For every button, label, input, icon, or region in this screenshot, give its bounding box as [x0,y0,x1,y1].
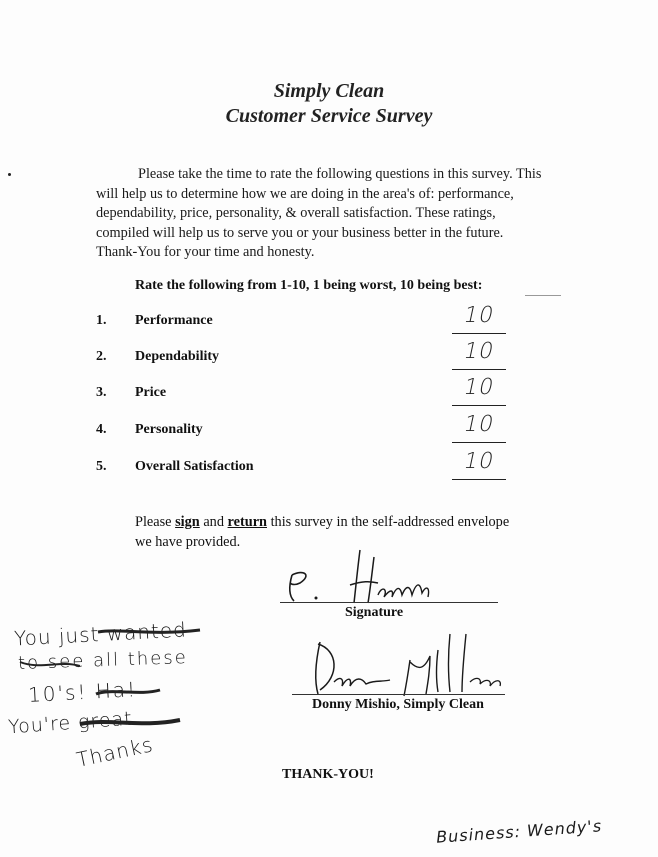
return-emphasis: return [227,514,267,530]
return-text-rest: this survey in the self-addressed envelope [267,514,510,530]
handwritten-note-line-4: You're great [7,707,134,739]
company-name: Simply Clean [273,80,385,102]
signature-label: Signature [345,605,404,620]
score-line [452,369,506,370]
question-number: 3. [96,385,107,400]
intro-line-2: will help us to determine how we are doing in the area's of: performance, [96,185,514,202]
score-line [452,442,506,443]
question-label: Overall Satisfaction [135,459,254,474]
question-number: 2. [96,349,107,364]
intro-line-1: Please take the time to rate the following questions in this survey. This [138,166,542,182]
question-row [0,375,658,415]
sender-signature-line [292,694,505,695]
handwritten-note-line-5: Thanks [74,732,156,772]
return-text-start: Please [135,514,176,530]
score-value: 10 [461,375,497,400]
question-row [0,303,658,343]
sign-emphasis: sign [175,514,200,530]
question-label: Performance [135,313,213,328]
question-row [0,449,658,489]
business-tag: Business: Wendy's [435,816,603,847]
question-row [0,412,658,452]
score-value: 10 [461,339,497,364]
score-line [452,333,506,334]
return-text-and: and [199,514,228,530]
intro-line-4: compiled will help us to serve you or your business better in the future. [96,224,504,241]
intro-paragraph [96,165,576,263]
thank-you-footer: THANK-YOU! [282,767,374,782]
intro-line-5: Thank-You for your time and honesty. [96,244,315,260]
score-line [452,405,506,406]
sender-name: Donny Mishio, Simply Clean [312,697,484,712]
customer-signature [270,545,450,607]
signature-line [280,602,498,603]
score-value: 10 [461,449,497,474]
sender-signature [290,620,510,700]
rating-instructions: Rate the following from 1-10, 1 being worst, 10 being best: [135,278,483,293]
question-number: 4. [96,422,107,437]
score-line [452,479,506,480]
survey-title: Customer Service Survey [225,105,433,127]
question-number: 5. [96,459,107,474]
question-number: 1. [96,313,107,328]
handwritten-note-line-1: You just wanted [13,617,188,651]
question-label: Personality [135,422,203,437]
question-label: Price [135,385,167,400]
score-value: 10 [461,412,497,437]
intro-line-3: dependability, price, personality, & overall satisfaction. These ratings, [96,205,496,221]
return-text-line2: we have provided. [135,533,241,550]
score-value: 10 [461,303,497,328]
stray-dash [525,295,561,296]
question-label: Dependability [135,349,220,364]
handwritten-note-line-3: 10's! Ha! [27,677,138,707]
question-row [0,339,658,379]
stray-ink-mark [8,173,11,176]
handwritten-note-line-2: to see all these [17,647,189,674]
